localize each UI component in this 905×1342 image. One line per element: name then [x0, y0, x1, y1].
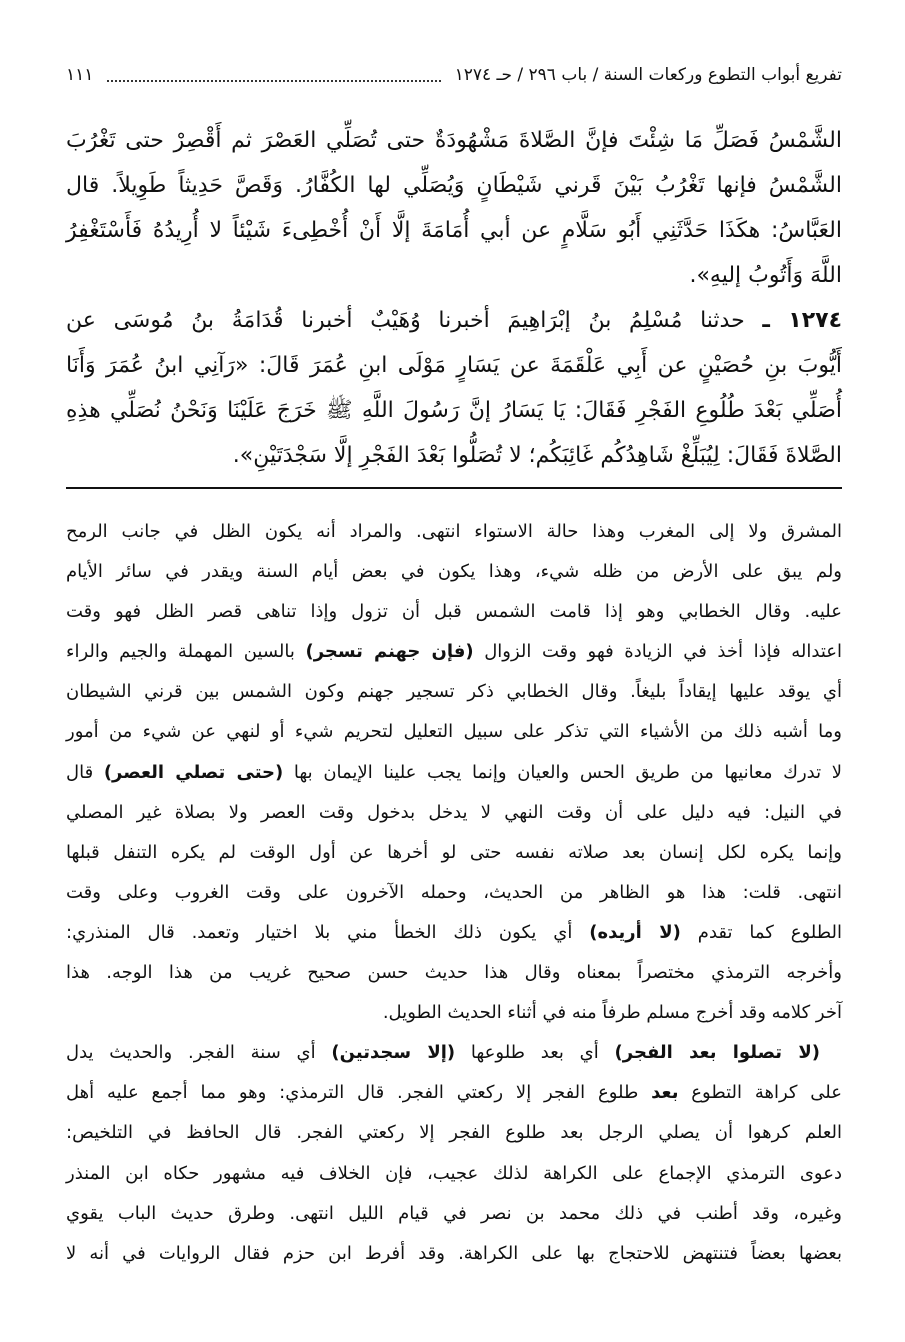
- text-segment: العَبَّاسُ: هكَذَا حَدَّثَنِي أَبُو سَلَّامٍ عن أبي أُمَامَةَ إلَّا أَنْ أُخْطِىءَ شَيْئاً لا أُرِيدُهُ فَأَسْتَغْفِرُ: [66, 218, 842, 243]
- text-segment: أي يكون ذلك الخطأ مني بلا اختيار وتعمد. قال المنذري:: [66, 921, 590, 943]
- text-segment: الشَّمْسُ فَصَلِّ مَا شِئْتَ فإنَّ الصَّلاةَ مَشْهُودَةٌ حتى تُصَلِّي العَصْرَ ثم أَقْصِرْ حتى تَغْرُبَ: [66, 128, 842, 153]
- main-line: [66, 253, 842, 298]
- text-segment: وأخرجه الترمذي مختصراً بمعناه وقال هذا حديث حسن صحيح غريب من هذا الوجه. هذا: [66, 962, 842, 984]
- text-segment: المشرق ولا إلى المغرب وهذا حالة الاستواء انتهى. والمراد أنه يكون الظل في جانب الرمح: [66, 521, 842, 542]
- commentary-text: [66, 512, 842, 1274]
- text-segment: أي سنة الفجر. والحديث يدل: [66, 1042, 332, 1064]
- main-line: [66, 118, 842, 163]
- bold-term: بعد: [651, 1082, 679, 1104]
- main-line: [66, 163, 842, 208]
- text-segment: بالسين المهملة والجيم والراء: [66, 641, 306, 663]
- main-line: [66, 433, 842, 478]
- main-line: [66, 343, 842, 388]
- text-segment: وإنما يكره لكل إنسان بعد صلاته نفسه حتى لو أخرها عن أول الوقت لم يكره التنفل قبلها: [66, 841, 842, 863]
- text-segment: وما أشبه ذلك من الأشياء التي تذكر على سبيل التعليل لتحريم شيء أو لنهي عن شيء من أمور: [66, 721, 842, 743]
- main-line: [66, 208, 842, 253]
- text-segment: على كراهة التطوع: [678, 1082, 843, 1104]
- commentary-line: [66, 632, 842, 672]
- text-segment: آخر كلامه وقد أخرج مسلم طرفاً منه في أثناء الحديث الطويل.: [382, 1002, 842, 1024]
- text-segment: العلم كرهوا أن يصلي الرجل بعد طلوع الفجر إلا ركعتي الفجر. قال الحافظ في التلخيص:: [66, 1122, 842, 1144]
- footnote-divider: [66, 487, 842, 489]
- commentary-line: [66, 512, 842, 552]
- commentary-line: [66, 1113, 842, 1153]
- commentary-line: [66, 753, 842, 793]
- running-header: [66, 60, 842, 90]
- text-segment: في النيل: فيه دليل على أن وقت النهي لا يدخل بدخول وقت العصر ولا بصلاة غير المصلي: [66, 801, 842, 823]
- text-segment: لا تدرك معانيها من طريق الحس والعيان وإنما يجب علينا الإيمان بها: [283, 761, 842, 783]
- bold-term: (لا تصلوا بعد الفجر): [614, 1042, 821, 1064]
- commentary-line: [66, 953, 842, 993]
- commentary-line: [66, 873, 842, 913]
- hadith-text: [66, 118, 842, 478]
- commentary-line: [66, 1194, 842, 1234]
- text-segment: ولم يبق على الأرض من ظله شيء، وهذا يكون في بعض أيام السنة ويقدر في سائر الأيام: [66, 561, 842, 583]
- text-segment: أي بعد طلوعها: [455, 1042, 615, 1064]
- commentary-line: [66, 672, 842, 712]
- bold-term: (حتى تصلي العصر): [103, 761, 284, 783]
- commentary-line: [66, 712, 842, 752]
- text-segment: بعضها بعضاً فتنتهض للاحتجاج بها على الكراهة. وقد أفرط ابن حزم فقال الروايات في أنه لا: [66, 1242, 842, 1264]
- commentary-line: [66, 1073, 842, 1113]
- text-segment: اعتداله فإذا أخذ في الزيادة فهو وقت الزوال: [473, 641, 842, 663]
- commentary-line: [66, 993, 842, 1033]
- text-segment: أَيُّوبَ بنِ حُصَيْنٍ عن أَبِي عَلْقَمَةَ عن يَسَارٍ مَوْلَى ابنِ عُمَرَ قَالَ: «رَآنِي ابنُ عُمَرَ وَأَنَا: [66, 353, 842, 378]
- commentary-line: [66, 1234, 842, 1274]
- running-header-title: تفريع أبواب التطوع وركعات السنة / باب ٢٩٦ / حـ ١٢٧٤: [454, 65, 842, 85]
- text-segment: الشَّمْسُ فإنها تَغْرُبُ بَيْنَ قَرني شَيْطَانٍ وَيُصَلِّي لها الكُفَّارُ. وَقَصَّ حَدِيثاً طَوِيلاً. قال: [66, 173, 842, 198]
- commentary-line: [66, 592, 842, 632]
- text-segment: وغيره، وقد أطنب في ذلك محمد بن نصر في قيام الليل انتهى. وطرق حديث الباب يقوي: [66, 1202, 842, 1224]
- bold-term: (فإن جهنم تسجر): [305, 641, 474, 663]
- commentary-line: [66, 913, 842, 953]
- text-segment: قال: [66, 761, 104, 783]
- text-segment: طلوع الفجر إلا ركعتي الفجر. قال الترمذي: وهو مما أجمع عليه أهل: [66, 1082, 652, 1104]
- text-segment: انتهى. قلت: هذا هو الظاهر من الحديث، وحمله الآخرون على وقت الغروب وعلى وقت: [66, 881, 842, 903]
- leader-dots: [107, 68, 440, 82]
- text-segment: أُصَلِّي بَعْدَ طُلُوعِ الفَجْرِ فَقَالَ: يَا يَسَارُ إنَّ رَسُولَ اللَّهِ ﷺ خَرَجَ عَلَيْنَا وَنَحْنُ نُصَلِّي هذِهِ: [66, 398, 842, 423]
- main-line: [66, 388, 842, 433]
- text-segment: أي يوقد عليها إيقاداً بليغاً. وقال الخطابي ذكر تسجير جهنم وكون الشمس بين قرني الشيطان: [66, 681, 842, 703]
- commentary-line: [66, 1033, 842, 1073]
- commentary-line: [66, 1154, 842, 1194]
- text-segment: دعوى الترمذي الإجماع على الكراهة لذلك عجيب، فإن الخلاف فيه مشهور حكاه ابن المنذر: [66, 1162, 842, 1184]
- page-number: ١١١: [66, 65, 94, 85]
- bold-term: (لا أريده): [589, 921, 681, 943]
- text-segment: الصَّلاةَ فَقَالَ: لِيُبَلِّغْ شَاهِدُكُم غَائِبَكُم؛ لا تُصَلُّوا بَعْدَ الفَجْرِ إلَّا سَجْدَتَيْنِ».: [232, 443, 842, 468]
- commentary-line: [66, 793, 842, 833]
- text-segment: حدثنا مُسْلِمُ بنُ إبْرَاهِيمَ أخبرنا وُهَيْبٌ أخبرنا قُدَامَةُ بنُ مُوسَى عن: [66, 308, 763, 333]
- main-line: [66, 298, 842, 343]
- text-segment: اللَّهَ وَأَتُوبُ إليهِ».: [689, 263, 842, 288]
- bold-term: (إلا سجدتين): [331, 1042, 456, 1064]
- commentary-line: [66, 552, 842, 592]
- bold-term: ١٢٧٤ ـ: [762, 308, 842, 333]
- text-segment: عليه. وقال الخطابي وهو إذا قامت الشمس قبل أن تزول وإذا تناهى قصر الظل فهو وقت: [66, 601, 842, 623]
- commentary-line: [66, 833, 842, 873]
- text-segment: الطلوع كما تقدم: [680, 921, 843, 943]
